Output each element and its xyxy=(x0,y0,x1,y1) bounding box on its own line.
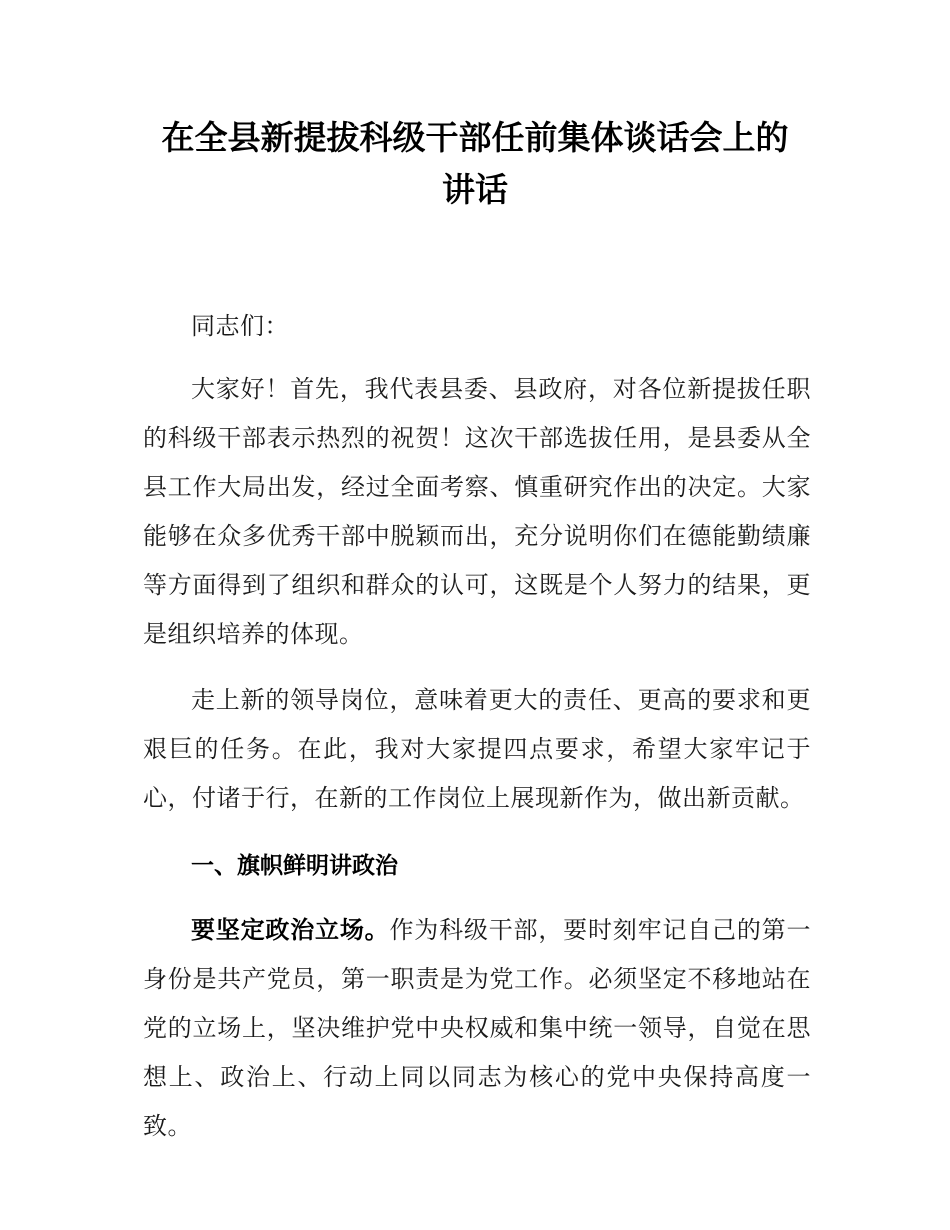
paragraph-requirements: 走上新的领导岗位，意味着更大的责任、更高的要求和更艰巨的任务。在此，我对大家提四点要求，希望大家牢记于心，付诸于行，在新的工作岗位上展现新作为，做出新贡献。 xyxy=(143,686,811,812)
document-title-line1: 在全县新提拔科级干部任前集体谈话会上的 xyxy=(161,118,789,157)
salutation: 同志们： xyxy=(191,312,289,340)
section-heading-politics: 一、旗帜鲜明讲政治 xyxy=(191,853,398,879)
paragraph-political-stance xyxy=(143,906,811,1151)
paragraph-body-text: 作为科级干部，要时刻牢记自己的第一身份是共产党员，第一职责是为党工作。必须坚定不移地站在党的立场上，坚决维护党中央权威和集中统一领导，自觉在思想上、政治上、行动上同以同志为核心的党中央保持高度一致。 xyxy=(143,916,811,1140)
document-title-line2: 讲话 xyxy=(442,170,508,209)
paragraph-greeting: 大家好！首先，我代表县委、县政府，对各位新提拔任职的科级干部表示热烈的祝贺！这次干部选拔任用，是县委从全县工作大局出发，经过全面考察、慎重研究作出的决定。大家能够在众多优秀干部中脱颖而出，充分说明你们在德能勤绩廉等方面得到了组织和群众的认可，这既是个人努力的结果，更是组织培养的体现。 xyxy=(143,375,811,648)
document-title xyxy=(100,112,850,216)
paragraph-lead-phrase: 要坚定政治立场。 xyxy=(191,916,390,944)
